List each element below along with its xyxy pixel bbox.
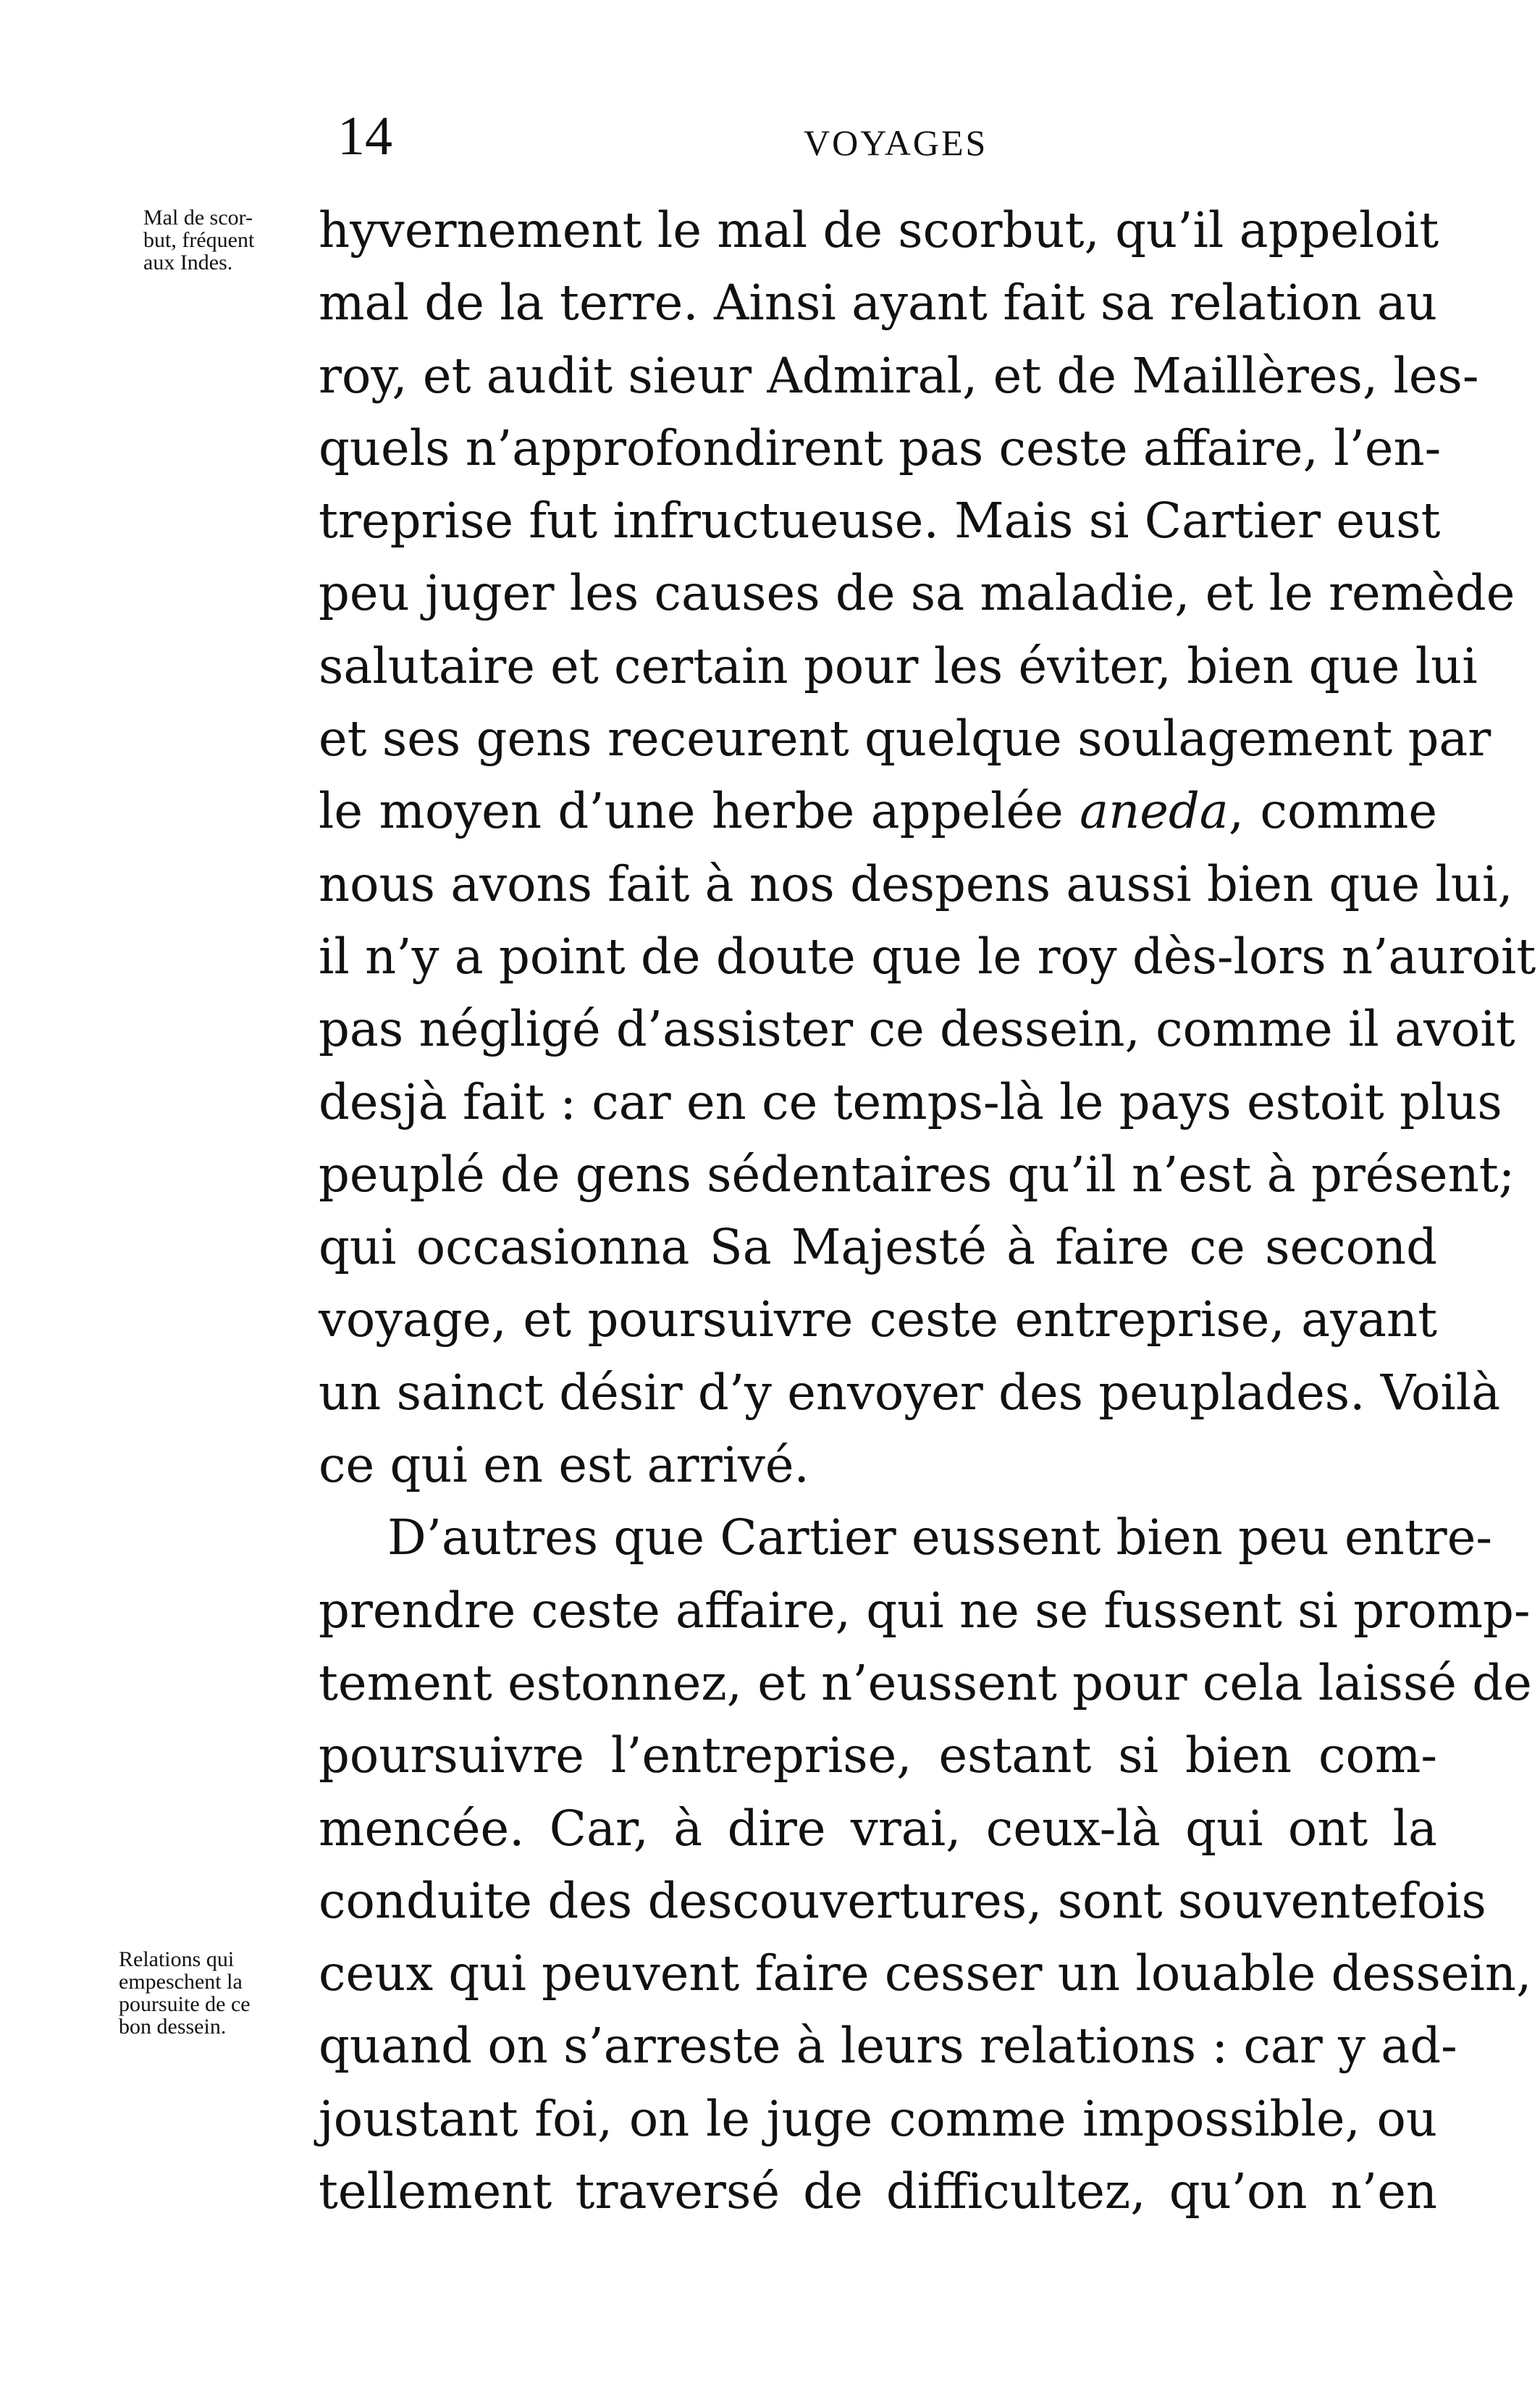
text-line: tement estonnez, et n’eussent pour cela laissé de [319,1654,1532,1711]
margin-note-line: empeschent la [119,1970,243,1994]
margin-note-line: aux Indes. [143,251,233,274]
text-line: conduite des descouvertures, sont souventefois [319,1872,1486,1929]
text-fragment: le moyen d’une herbe appelée [319,783,1064,840]
text-line: quels n’approfondirent pas ceste affaire, l’en- [319,419,1442,477]
text-line: nous avons fait à nos despens aussi bien que lui, [319,855,1513,912]
text-line: poursuivre l’entreprise, estant si bien com- [319,1727,1437,1784]
margin-note-line: but, fréquent [143,228,255,252]
text-line: mal de la terre. Ainsi ayant fait sa relation au [319,274,1437,332]
text-line: peu juger les causes de sa maladie, et le remède [319,565,1515,622]
margin-note-scorbut [143,206,254,274]
text-line: roy, et audit sieur Admiral, et de Maillères, les- [319,347,1479,404]
text-line: qui occasionna Sa Majesté à faire ce second [319,1219,1437,1276]
text-line: mencée. Car, à dire vrai, ceux-là qui ont la [319,1800,1437,1857]
italic-term: aneda [1080,783,1229,840]
text-line-paragraph-end: ce qui en est arrivé. [319,1437,809,1494]
text-line: pas négligé d’assister ce dessein, comme il avoit [319,1001,1515,1058]
text-line: tellement traversé de difficultez, qu’on n’en [319,2163,1437,2220]
margin-note-line: Relations qui [119,1947,235,1971]
text-line: joustant foi, on le juge comme impossible, ou [319,2090,1437,2147]
text-line: et ses gens receurent quelque soulagement par [319,710,1491,768]
text-line-with-italic [319,775,1437,847]
page-number: 14 [337,106,392,167]
margin-note-relations [119,1948,251,2038]
text-line: voyage, et poursuivre ceste entreprise, ayant [319,1291,1437,1348]
margin-note-line: Mal de scor- [143,206,253,230]
text-line: un sainct désir d’y envoyer des peuplades. Voilà [319,1364,1501,1421]
text-line: peuplé de gens sédentaires qu’il n’est à présent; [319,1146,1515,1203]
text-line: quand on s’arreste à leurs relations : car y ad- [319,2018,1457,2075]
body-text [319,194,1536,2228]
text-fragment: , comme [1228,783,1437,840]
text-line: il n’y a point de doute que le roy dès-lors n’auroit [319,928,1536,985]
running-title: VOYAGES [804,122,988,163]
text-line: salutaire et certain pour les éviter, bien que lui [319,637,1478,694]
margin-note-line: bon dessein. [119,2015,227,2039]
text-line: prendre ceste affaire, qui ne se fussent si promp- [319,1582,1531,1639]
text-line: ceux qui peuvent faire cesser un louable dessein, [319,1945,1532,2002]
text-line: desjà fait : car en ce temps-là le pays estoit plus [319,1073,1502,1130]
text-line-paragraph-start: D’autres que Cartier eussent bien peu entre- [387,1509,1492,1566]
text-line: hyvernement le mal de scorbut, qu’il appeloit [319,202,1439,259]
text-line: treprise fut infructueuse. Mais si Cartier eust [319,492,1441,550]
margin-note-line: poursuite de ce [119,1992,251,2016]
